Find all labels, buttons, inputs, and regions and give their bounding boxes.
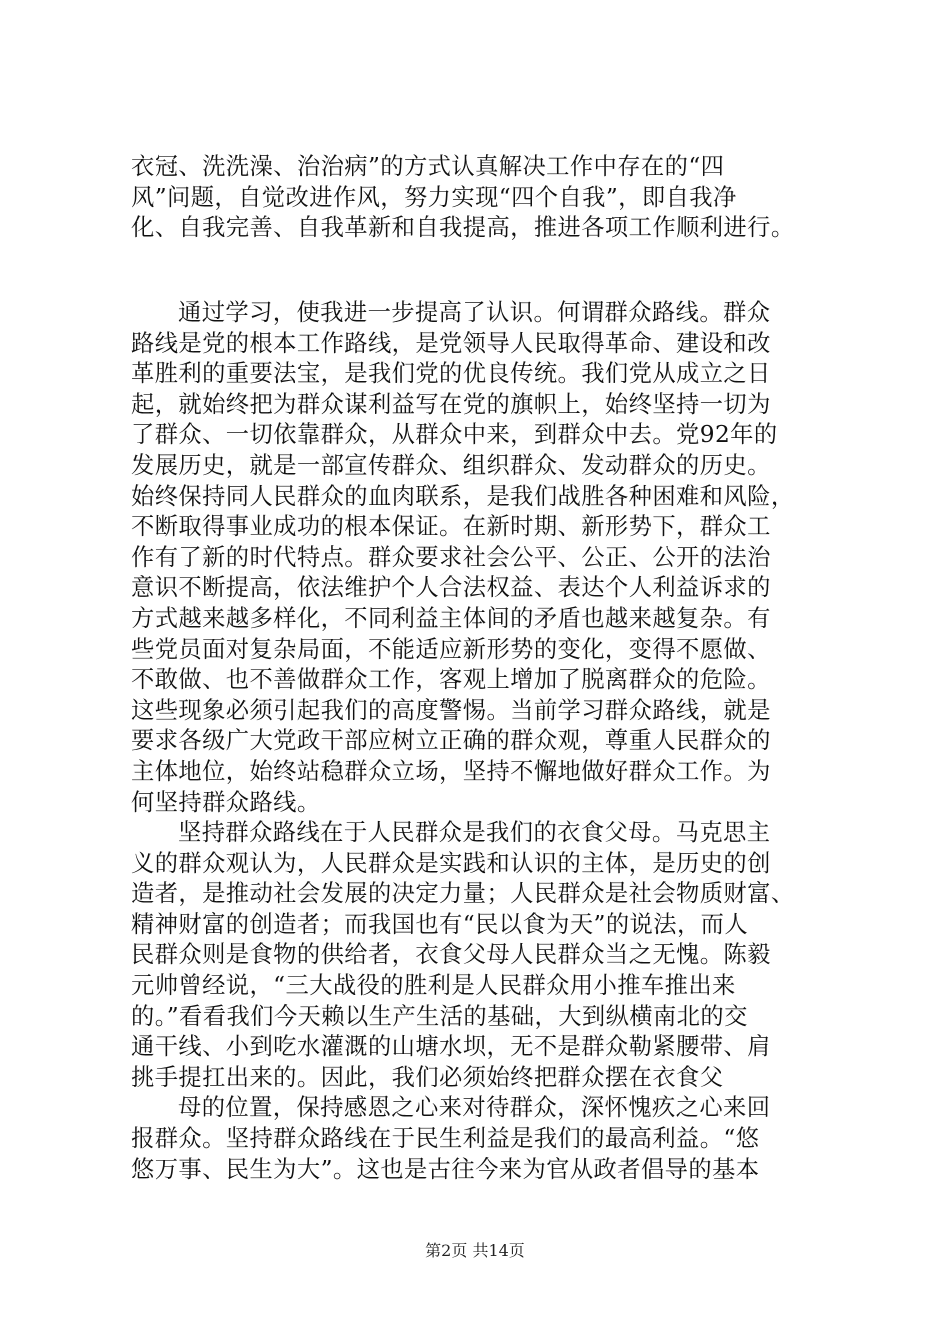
text-line: 发展历史，就是一部宣传群众、组织群众、发动群众的历史。: [131, 451, 771, 479]
text-line: 通干线、小到吃水灌溉的山塘水坝，无不是群众勒紧腰带、肩: [131, 1033, 771, 1061]
text-line: 不敢做、也不善做群众工作，客观上增加了脱离群众的危险。: [131, 666, 771, 694]
text-line: 路线是党的根本工作路线，是党领导人民取得革命、建设和改: [131, 329, 771, 357]
text-line: 元帅曾经说，“三大战役的胜利是人民群众用小推车推出来: [131, 972, 736, 1000]
text-line: 何坚持群众路线。: [131, 788, 321, 816]
text-line: 这些现象必须引起我们的高度警惕。当前学习群众路线，就是: [131, 696, 771, 724]
text-line: 作有了新的时代特点。群众要求社会公平、公正、公开的法治: [131, 543, 771, 571]
text-line: 意识不断提高，依法维护个人合法权益、表达个人利益诉求的: [131, 574, 771, 602]
text-line: 民群众则是食物的供给者，衣食父母人民群众当之无愧。陈毅: [131, 941, 771, 969]
text-line: 主体地位，始终站稳群众立场，坚持不懈地做好群众工作。为: [131, 757, 771, 785]
text-line: 风”问题，自觉改进作风，努力实现“四个自我”，即自我净: [131, 183, 737, 211]
text-line: 悠万事、民生为大”。这也是古往今来为官从政者倡导的基本: [131, 1155, 760, 1183]
text-line: 通过学习，使我进一步提高了认识。何谓群众路线。群众: [178, 299, 771, 326]
text-line: 挑手提扛出来的。因此，我们必须始终把群众摆在衣食父: [131, 1063, 724, 1091]
text-line: 衣冠、洗洗澡、治治病”的方式认真解决工作中存在的“四: [131, 153, 725, 180]
text-line: 不断取得事业成功的根本保证。在新时期、新形势下，群众工: [131, 513, 771, 541]
text-line: 要求各级广大党政干部应树立正确的群众观，尊重人民群众的: [131, 727, 771, 755]
text-line: 了群众、一切依靠群众，从群众中来，到群众中去。党92年的: [131, 421, 778, 449]
page-number-footer: 第2页 共14页: [425, 1241, 525, 1260]
text-line: 方式越来越多样化，不同利益主体间的矛盾也越来越复杂。有: [131, 604, 771, 632]
paragraph-continuation: [131, 152, 831, 244]
text-line: 坚持群众路线在于人民群众是我们的衣食父母。马克思主: [178, 819, 771, 847]
paragraph-body: [131, 298, 831, 1185]
text-line: 母的位置，保持感恩之心来对待群众，深怀愧疚之心来回: [178, 1094, 771, 1122]
text-line: 精神财富的创造者；而我国也有“民以食为天”的说法，而人: [131, 910, 749, 938]
text-line: 的。”看看我们今天赖以生产生活的基础，大到纵横南北的交: [131, 1002, 748, 1030]
text-line: 始终保持同人民群众的血肉联系，是我们战胜各种困难和风险，: [131, 482, 795, 510]
text-line: 些党员面对复杂局面，不能适应新形势的变化，变得不愿做、: [131, 635, 771, 663]
text-line: 造者，是推动社会发展的决定力量；人民群众是社会物质财富、: [131, 880, 795, 908]
text-line: 报群众。坚持群众路线在于民生利益是我们的最高利益。“悠: [131, 1125, 760, 1153]
text-line: 起，就始终把为群众谋利益写在党的旗帜上，始终坚持一切为: [131, 390, 771, 418]
text-line: 义的群众观认为，人民群众是实践和认识的主体，是历史的创: [131, 849, 771, 877]
text-line: 革胜利的重要法宝，是我们党的优良传统。我们党从成立之日: [131, 360, 771, 388]
text-line: 化、自我完善、自我革新和自我提高，推进各项工作顺利进行。: [131, 214, 795, 242]
